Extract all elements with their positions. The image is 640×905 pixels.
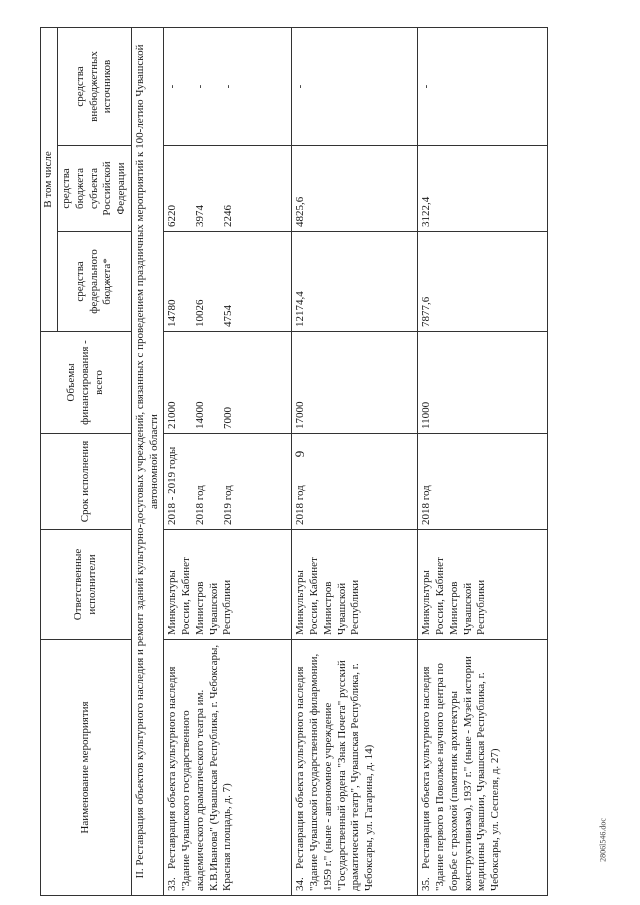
row-regional [164,146,292,232]
section-row [131,28,164,896]
term-value: 2018 - 2019 годы [166,446,179,525]
row-federal [164,232,292,332]
row-number: 34. [294,877,307,891]
row-executors: Минкультуры России, Кабинет Министров Чувашской Республики [418,530,548,640]
row-name-cell [418,640,548,896]
page-number: 9 [292,450,307,458]
extra-value: - [222,84,235,89]
regional-value: 2246 [222,205,235,227]
row-volumes: 17000 [292,332,418,434]
row-volumes [164,332,292,434]
footer-file-code: 2806l546.doc [598,818,608,862]
header-including: В том числе [41,28,58,332]
row-terms: 2018 год [418,434,548,530]
federal-value: 10026 [194,299,207,327]
row-regional: 3122,4 [418,146,548,232]
table-row [418,28,548,896]
row-name-cell [164,640,292,896]
row-terms: 2018 год [292,434,418,530]
section-title: II. Реставрация объектов культурного наследия и ремонт зданий культурно-досуговых учреждений, связанных с проведением праздничных мероприятий к 100-летию Чувашской автономной области [131,28,164,896]
federal-value: 14780 [166,299,179,327]
row-name: Реставрация объекта культурного наследия "Здание Чувашской государственной филармонии, 1959 г." (ныне - автономное учреждение "Государственный ордена "Знак Почета" русский драматический театр", Чувашская Республика, г. Чебоксары, ул. Гагарина, д. 14) [294,653,375,891]
header-name: Наименование мероприятия [41,640,132,896]
row-name: Реставрация объекта культурного наследия "Здание первого в Поволжье научного центра по борьбе с трахомой (памятник архитектуры конструктивизма), 1937 г." (ныне - Музей истории медицины Чувашии, Чувашская Республика, г. Чебоксары, ул. Сеспеля, д. 27) [420,656,501,891]
extra-value: - [194,84,207,89]
row-name-cell [292,640,418,896]
header-executors: Ответственные исполнители [41,530,132,640]
table-row [292,28,418,896]
header-term: Срок исполнения [41,434,132,530]
regional-value: 3974 [194,205,207,227]
header-extra: средства внебюджетных источников [58,28,132,146]
row-extra: - [292,28,418,146]
row-terms [164,434,292,530]
row-federal: 12174,4 [292,232,418,332]
financing-table [40,27,548,896]
row-name: Реставрация объекта культурного наследия "Здание Чувашского государственного академического драматического театра им. К.В.Иванова" (Чувашская Республика, г. Чебоксары, Красная площадь, д. 7) [166,644,234,891]
federal-value: 4754 [222,305,235,327]
volume-value: 7000 [222,407,235,429]
rotated-page-content [40,16,620,896]
row-volumes: 11000 [418,332,548,434]
row-number: 35. [420,877,433,891]
header-row-top [41,28,58,896]
volume-value: 21000 [166,401,179,429]
row-regional: 4825,6 [292,146,418,232]
row-executors: Минкультуры России, Кабинет Министров Чувашской Республики [292,530,418,640]
table-row [164,28,292,896]
regional-value: 6220 [166,205,179,227]
row-federal: 7877,6 [418,232,548,332]
volume-value: 14000 [194,401,207,429]
row-extra [164,28,292,146]
header-federal: средства федерального бюджета* [58,232,132,332]
row-number: 33. [166,877,179,891]
extra-value: - [166,84,179,89]
row-extra: - [418,28,548,146]
term-value: 2018 год [194,485,207,525]
header-volume: Объемы финансирования - всего [41,332,132,434]
term-value: 2019 год [222,485,235,525]
header-regional: средства бюджета субъекта Российской Федерации [58,146,132,232]
row-executors: Минкультуры России, Кабинет Министров Чувашской Республики [164,530,292,640]
